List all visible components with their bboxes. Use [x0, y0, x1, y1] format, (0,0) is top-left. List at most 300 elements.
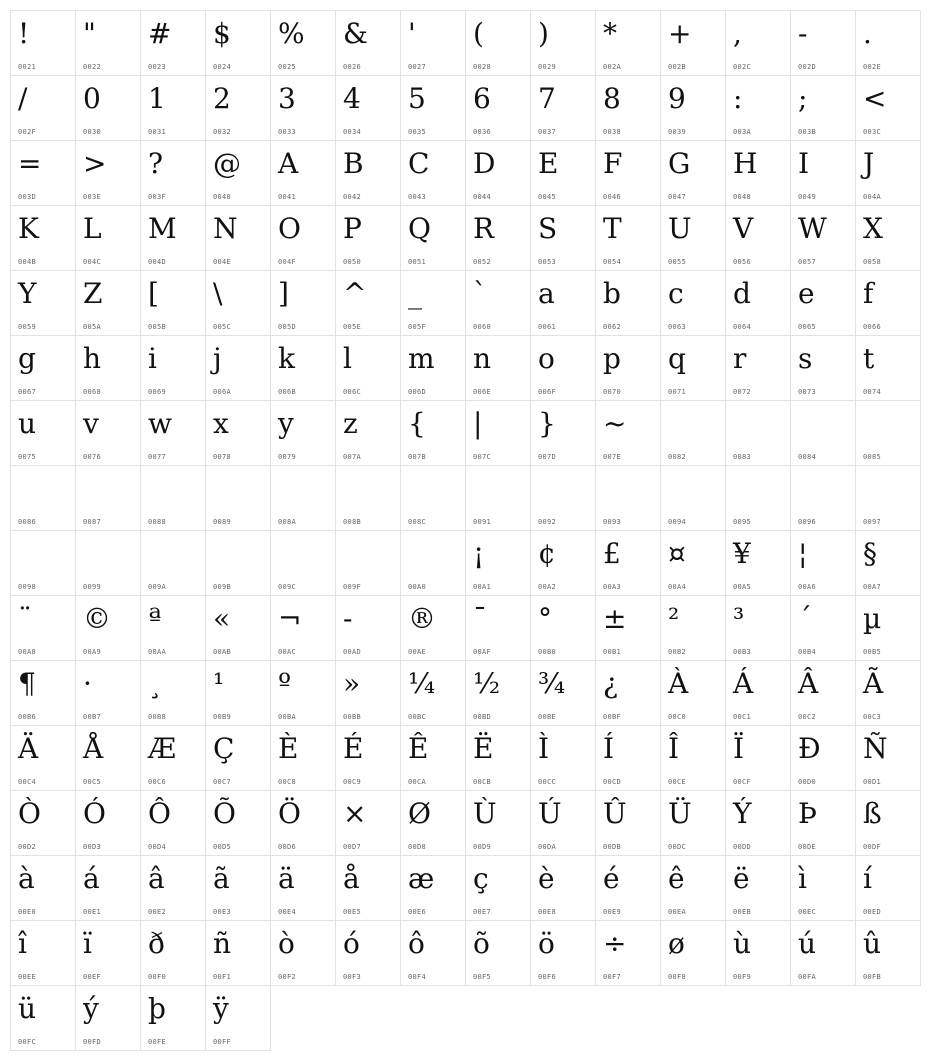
glyph-cell[interactable]	[856, 271, 921, 336]
glyph-cell[interactable]	[401, 856, 466, 921]
glyph-character: ^	[343, 277, 367, 310]
glyph-codepoint-label: 00C0	[668, 713, 687, 721]
glyph-cell[interactable]	[271, 791, 336, 856]
glyph-codepoint-label: 0064	[733, 323, 752, 331]
glyph-cell[interactable]	[726, 531, 791, 596]
glyph-cell[interactable]	[206, 726, 271, 791]
glyph-cell[interactable]	[531, 726, 596, 791]
glyph-character: p	[603, 342, 621, 375]
glyph-cell[interactable]	[141, 921, 206, 986]
glyph-cell[interactable]	[271, 596, 336, 661]
glyph-cell[interactable]	[531, 141, 596, 206]
glyph-character: Ü	[668, 797, 692, 830]
glyph-cell[interactable]	[596, 466, 661, 531]
glyph-codepoint-label: 00A2	[538, 583, 557, 591]
glyph-cell[interactable]	[336, 921, 401, 986]
glyph-cell[interactable]	[401, 661, 466, 726]
glyph-character: |	[473, 407, 483, 440]
glyph-cell[interactable]	[791, 271, 856, 336]
glyph-cell[interactable]	[11, 11, 76, 76]
glyph-cell[interactable]	[11, 856, 76, 921]
glyph-cell[interactable]	[596, 856, 661, 921]
glyph-cell[interactable]	[466, 466, 531, 531]
glyph-cell[interactable]	[206, 401, 271, 466]
glyph-cell[interactable]	[596, 336, 661, 401]
glyph-cell[interactable]	[206, 661, 271, 726]
glyph-cell[interactable]	[206, 921, 271, 986]
glyph-cell[interactable]	[596, 76, 661, 141]
glyph-cell[interactable]	[596, 596, 661, 661]
glyph-cell[interactable]	[271, 921, 336, 986]
glyph-cell[interactable]	[401, 141, 466, 206]
glyph-cell[interactable]	[11, 141, 76, 206]
glyph-cell[interactable]	[11, 271, 76, 336]
glyph-codepoint-label: 0066	[863, 323, 882, 331]
glyph-codepoint-label: 0048	[733, 193, 752, 201]
glyph-codepoint-label: 00D2	[18, 843, 37, 851]
glyph-cell[interactable]	[11, 661, 76, 726]
glyph-cell[interactable]	[466, 401, 531, 466]
glyph-codepoint-label: 00A1	[473, 583, 492, 591]
glyph-cell[interactable]	[661, 76, 726, 141]
glyph-character: (	[473, 17, 484, 50]
glyph-cell[interactable]	[76, 596, 141, 661]
glyph-cell[interactable]	[661, 206, 726, 271]
glyph-cell[interactable]	[336, 596, 401, 661]
glyph-cell[interactable]	[856, 11, 921, 76]
glyph-cell[interactable]	[791, 531, 856, 596]
glyph-character: ¿	[603, 667, 619, 700]
glyph-cell[interactable]	[531, 921, 596, 986]
glyph-cell[interactable]	[791, 791, 856, 856]
glyph-cell[interactable]	[206, 11, 271, 76]
glyph-codepoint-label: 005A	[83, 323, 102, 331]
glyph-character: G	[668, 147, 691, 180]
glyph-cell[interactable]	[336, 141, 401, 206]
glyph-cell[interactable]	[401, 11, 466, 76]
glyph-cell[interactable]	[206, 336, 271, 401]
glyph-character: 9	[668, 82, 686, 115]
glyph-cell[interactable]	[401, 401, 466, 466]
glyph-cell[interactable]	[76, 206, 141, 271]
glyph-cell[interactable]	[141, 141, 206, 206]
glyph-cell[interactable]	[141, 466, 206, 531]
glyph-cell[interactable]	[661, 466, 726, 531]
glyph-cell[interactable]	[661, 141, 726, 206]
glyph-codepoint-label: 0034	[343, 128, 362, 136]
glyph-codepoint-label: 0031	[148, 128, 167, 136]
glyph-cell[interactable]	[141, 856, 206, 921]
glyph-cell[interactable]	[336, 661, 401, 726]
glyph-cell[interactable]	[466, 11, 531, 76]
glyph-cell[interactable]	[726, 401, 791, 466]
glyph-codepoint-label: 0085	[863, 453, 882, 461]
glyph-cell[interactable]	[856, 141, 921, 206]
glyph-character: Þ	[798, 797, 817, 830]
glyph-cell[interactable]	[401, 206, 466, 271]
glyph-character: ¨	[18, 602, 32, 635]
glyph-cell[interactable]	[856, 921, 921, 986]
glyph-cell[interactable]	[661, 596, 726, 661]
glyph-cell[interactable]	[726, 856, 791, 921]
glyph-cell[interactable]	[206, 466, 271, 531]
glyph-cell[interactable]	[206, 76, 271, 141]
glyph-codepoint-label: 00F5	[473, 973, 492, 981]
glyph-cell[interactable]	[76, 791, 141, 856]
glyph-cell[interactable]	[466, 856, 531, 921]
glyph-character: æ	[408, 862, 435, 895]
glyph-cell[interactable]	[11, 921, 76, 986]
glyph-cell[interactable]	[336, 856, 401, 921]
glyph-codepoint-label: 005E	[343, 323, 362, 331]
glyph-cell[interactable]	[271, 76, 336, 141]
glyph-codepoint-label: 0092	[538, 518, 557, 526]
glyph-cell[interactable]	[401, 76, 466, 141]
glyph-codepoint-label: 00E2	[148, 908, 167, 916]
glyph-cell[interactable]	[206, 531, 271, 596]
glyph-cell[interactable]	[76, 531, 141, 596]
glyph-cell[interactable]	[726, 726, 791, 791]
glyph-cell[interactable]	[661, 531, 726, 596]
glyph-character: 1	[148, 82, 166, 115]
glyph-character: þ	[148, 992, 166, 1025]
glyph-cell[interactable]	[141, 596, 206, 661]
glyph-cell[interactable]	[141, 11, 206, 76]
glyph-codepoint-label: 00C6	[148, 778, 167, 786]
glyph-cell[interactable]	[596, 791, 661, 856]
glyph-character: n	[473, 342, 492, 375]
glyph-cell[interactable]	[141, 336, 206, 401]
glyph-cell[interactable]	[206, 206, 271, 271]
glyph-cell[interactable]	[76, 921, 141, 986]
glyph-codepoint-label: 0089	[213, 518, 232, 526]
glyph-codepoint-label: 00C1	[733, 713, 752, 721]
glyph-cell[interactable]	[76, 336, 141, 401]
glyph-cell[interactable]	[856, 76, 921, 141]
glyph-cell[interactable]	[596, 401, 661, 466]
glyph-codepoint-label: 0093	[603, 518, 622, 526]
glyph-cell[interactable]	[336, 401, 401, 466]
glyph-cell[interactable]	[791, 11, 856, 76]
glyph-cell[interactable]	[76, 141, 141, 206]
glyph-codepoint-label: 00A4	[668, 583, 687, 591]
glyph-codepoint-label: 00EA	[668, 908, 687, 916]
glyph-cell[interactable]	[76, 726, 141, 791]
glyph-codepoint-label: 0074	[863, 388, 882, 396]
glyph-codepoint-label: 0097	[863, 518, 882, 526]
glyph-cell[interactable]	[206, 791, 271, 856]
glyph-cell[interactable]	[141, 726, 206, 791]
glyph-character: o	[538, 342, 555, 375]
glyph-cell[interactable]	[726, 596, 791, 661]
glyph-cell[interactable]	[401, 466, 466, 531]
glyph-character: 3	[278, 82, 296, 115]
glyph-codepoint-label: 0068	[83, 388, 102, 396]
glyph-codepoint-label: 004D	[148, 258, 167, 266]
glyph-character: F	[603, 147, 623, 180]
glyph-cell[interactable]	[141, 206, 206, 271]
glyph-cell[interactable]	[11, 206, 76, 271]
glyph-codepoint-label: 00E1	[83, 908, 102, 916]
glyph-cell[interactable]	[141, 986, 206, 1051]
glyph-cell[interactable]	[76, 466, 141, 531]
glyph-codepoint-label: 008A	[278, 518, 297, 526]
glyph-cell[interactable]	[466, 726, 531, 791]
glyph-cell[interactable]	[336, 76, 401, 141]
glyph-cell[interactable]	[11, 726, 76, 791]
glyph-cell[interactable]	[661, 726, 726, 791]
glyph-cell[interactable]	[726, 141, 791, 206]
glyph-cell[interactable]	[856, 466, 921, 531]
glyph-cell[interactable]	[791, 76, 856, 141]
glyph-cell[interactable]	[336, 336, 401, 401]
glyph-cell[interactable]	[11, 401, 76, 466]
glyph-cell[interactable]	[531, 336, 596, 401]
glyph-codepoint-label: 00B6	[18, 713, 37, 721]
glyph-cell[interactable]	[336, 11, 401, 76]
glyph-codepoint-label: 00D3	[83, 843, 102, 851]
glyph-cell[interactable]	[726, 11, 791, 76]
glyph-cell[interactable]	[206, 596, 271, 661]
glyph-cell[interactable]	[466, 791, 531, 856]
glyph-cell[interactable]	[466, 206, 531, 271]
glyph-cell[interactable]	[11, 466, 76, 531]
glyph-cell[interactable]	[271, 531, 336, 596]
glyph-cell[interactable]	[336, 726, 401, 791]
glyph-cell[interactable]	[531, 856, 596, 921]
glyph-codepoint-label: 006F	[538, 388, 557, 396]
glyph-character: .	[863, 17, 872, 50]
glyph-cell[interactable]	[11, 986, 76, 1051]
glyph-cell[interactable]	[11, 76, 76, 141]
glyph-cell[interactable]	[726, 466, 791, 531]
glyph-character: ,	[733, 17, 742, 50]
glyph-codepoint-label: 00E9	[603, 908, 622, 916]
glyph-codepoint-label: 0030	[83, 128, 102, 136]
glyph-cell[interactable]	[466, 76, 531, 141]
glyph-cell[interactable]	[726, 791, 791, 856]
glyph-codepoint-label: 0084	[798, 453, 817, 461]
glyph-cell[interactable]	[401, 726, 466, 791]
glyph-codepoint-label: 00B5	[863, 648, 882, 656]
glyph-cell[interactable]	[76, 271, 141, 336]
glyph-cell[interactable]	[76, 401, 141, 466]
glyph-cell[interactable]	[401, 336, 466, 401]
glyph-codepoint-label: 00B9	[213, 713, 232, 721]
glyph-character: û	[863, 927, 882, 960]
glyph-cell[interactable]	[531, 76, 596, 141]
glyph-cell[interactable]	[531, 791, 596, 856]
glyph-cell[interactable]	[791, 141, 856, 206]
glyph-cell[interactable]	[596, 271, 661, 336]
glyph-cell[interactable]	[531, 271, 596, 336]
glyph-cell[interactable]	[661, 271, 726, 336]
glyph-cell[interactable]	[726, 271, 791, 336]
glyph-character: j	[213, 342, 222, 375]
glyph-character: {	[408, 407, 426, 440]
glyph-cell[interactable]	[76, 986, 141, 1051]
glyph-cell[interactable]	[791, 401, 856, 466]
glyph-cell[interactable]	[466, 921, 531, 986]
glyph-cell[interactable]	[336, 531, 401, 596]
glyph-cell[interactable]	[856, 336, 921, 401]
glyph-character: I	[798, 147, 810, 180]
glyph-character: /	[18, 82, 28, 115]
glyph-cell[interactable]	[206, 141, 271, 206]
glyph-character: ¸	[148, 667, 162, 700]
glyph-cell[interactable]	[791, 206, 856, 271]
glyph-cell[interactable]	[466, 271, 531, 336]
glyph-character: Â	[798, 667, 819, 700]
glyph-cell[interactable]	[206, 271, 271, 336]
glyph-cell[interactable]	[401, 271, 466, 336]
glyph-cell[interactable]	[336, 466, 401, 531]
glyph-cell[interactable]	[661, 921, 726, 986]
glyph-cell[interactable]	[401, 531, 466, 596]
glyph-cell[interactable]	[531, 206, 596, 271]
glyph-codepoint-label: 009B	[213, 583, 232, 591]
glyph-cell[interactable]	[401, 791, 466, 856]
glyph-character: &	[343, 17, 368, 50]
glyph-cell[interactable]	[206, 856, 271, 921]
glyph-cell[interactable]	[76, 11, 141, 76]
glyph-cell[interactable]	[11, 336, 76, 401]
glyph-codepoint-label: 003D	[18, 193, 37, 201]
glyph-cell[interactable]	[791, 466, 856, 531]
glyph-cell[interactable]	[141, 661, 206, 726]
glyph-cell[interactable]	[856, 726, 921, 791]
glyph-codepoint-label: 00FD	[83, 1038, 102, 1046]
glyph-cell[interactable]	[271, 271, 336, 336]
glyph-cell[interactable]	[76, 661, 141, 726]
glyph-cell[interactable]	[596, 726, 661, 791]
glyph-cell[interactable]	[336, 791, 401, 856]
glyph-cell[interactable]	[531, 401, 596, 466]
glyph-character: i	[148, 342, 157, 375]
glyph-character: g	[18, 342, 36, 375]
glyph-cell[interactable]	[271, 11, 336, 76]
glyph-cell[interactable]	[596, 141, 661, 206]
glyph-cell[interactable]	[661, 661, 726, 726]
glyph-cell[interactable]	[141, 76, 206, 141]
glyph-cell[interactable]	[856, 661, 921, 726]
glyph-cell[interactable]	[76, 76, 141, 141]
glyph-cell[interactable]	[661, 856, 726, 921]
glyph-cell[interactable]	[856, 856, 921, 921]
glyph-cell[interactable]	[271, 466, 336, 531]
glyph-cell[interactable]	[791, 661, 856, 726]
glyph-cell[interactable]	[271, 401, 336, 466]
glyph-cell[interactable]	[271, 856, 336, 921]
glyph-cell[interactable]	[856, 206, 921, 271]
glyph-cell[interactable]	[661, 791, 726, 856]
glyph-cell[interactable]	[596, 661, 661, 726]
glyph-cell[interactable]	[856, 791, 921, 856]
glyph-character: -	[343, 602, 353, 635]
glyph-codepoint-label: 0050	[343, 258, 362, 266]
glyph-cell[interactable]	[76, 856, 141, 921]
glyph-character: ô	[408, 927, 425, 960]
glyph-codepoint-label: 0060	[473, 323, 492, 331]
glyph-cell[interactable]	[726, 206, 791, 271]
glyph-codepoint-label: 00C7	[213, 778, 232, 786]
glyph-cell[interactable]	[661, 11, 726, 76]
glyph-cell[interactable]	[271, 141, 336, 206]
glyph-character: [	[148, 277, 159, 310]
glyph-cell[interactable]	[596, 531, 661, 596]
glyph-codepoint-label: 0070	[603, 388, 622, 396]
glyph-cell[interactable]	[271, 726, 336, 791]
glyph-cell[interactable]	[596, 11, 661, 76]
glyph-codepoint-label: 00DE	[798, 843, 817, 851]
glyph-cell[interactable]	[791, 921, 856, 986]
glyph-character: Ó	[83, 797, 106, 830]
glyph-cell[interactable]	[271, 206, 336, 271]
glyph-cell[interactable]	[141, 401, 206, 466]
glyph-cell[interactable]	[531, 661, 596, 726]
glyph-cell[interactable]	[661, 336, 726, 401]
glyph-codepoint-label: 0096	[798, 518, 817, 526]
glyph-cell[interactable]	[271, 661, 336, 726]
glyph-cell[interactable]	[531, 11, 596, 76]
glyph-cell[interactable]	[141, 791, 206, 856]
glyph-cell[interactable]	[791, 336, 856, 401]
glyph-cell[interactable]	[726, 76, 791, 141]
glyph-cell[interactable]	[401, 596, 466, 661]
glyph-cell[interactable]	[466, 596, 531, 661]
glyph-codepoint-label: 0024	[213, 63, 232, 71]
glyph-cell[interactable]	[726, 661, 791, 726]
glyph-codepoint-label: 00DA	[538, 843, 557, 851]
glyph-cell[interactable]	[531, 596, 596, 661]
glyph-cell[interactable]	[726, 336, 791, 401]
glyph-cell[interactable]	[336, 206, 401, 271]
glyph-cell[interactable]	[531, 531, 596, 596]
glyph-cell[interactable]	[141, 531, 206, 596]
glyph-cell[interactable]	[401, 921, 466, 986]
glyph-cell[interactable]	[141, 271, 206, 336]
glyph-cell[interactable]	[856, 531, 921, 596]
glyph-cell[interactable]	[791, 596, 856, 661]
glyph-cell[interactable]	[596, 206, 661, 271]
glyph-character: ©	[83, 602, 111, 635]
glyph-cell[interactable]	[466, 661, 531, 726]
glyph-character: ½	[473, 667, 501, 700]
glyph-cell[interactable]	[466, 336, 531, 401]
glyph-cell[interactable]	[856, 401, 921, 466]
glyph-cell[interactable]	[271, 336, 336, 401]
glyph-cell[interactable]	[206, 986, 271, 1051]
glyph-cell[interactable]	[466, 141, 531, 206]
glyph-cell[interactable]	[531, 466, 596, 531]
glyph-character: ?	[148, 147, 164, 180]
glyph-character: ê	[668, 862, 685, 895]
glyph-cell[interactable]	[11, 791, 76, 856]
glyph-cell[interactable]	[466, 531, 531, 596]
glyph-character: 2	[213, 82, 231, 115]
glyph-cell[interactable]	[336, 271, 401, 336]
glyph-character: D	[473, 147, 496, 180]
glyph-cell[interactable]	[791, 726, 856, 791]
glyph-cell[interactable]	[856, 596, 921, 661]
glyph-character: C	[408, 147, 430, 180]
glyph-cell[interactable]	[791, 856, 856, 921]
glyph-cell[interactable]	[11, 531, 76, 596]
glyph-cell[interactable]	[661, 401, 726, 466]
glyph-cell[interactable]	[596, 921, 661, 986]
glyph-cell[interactable]	[726, 921, 791, 986]
glyph-cell[interactable]	[11, 596, 76, 661]
